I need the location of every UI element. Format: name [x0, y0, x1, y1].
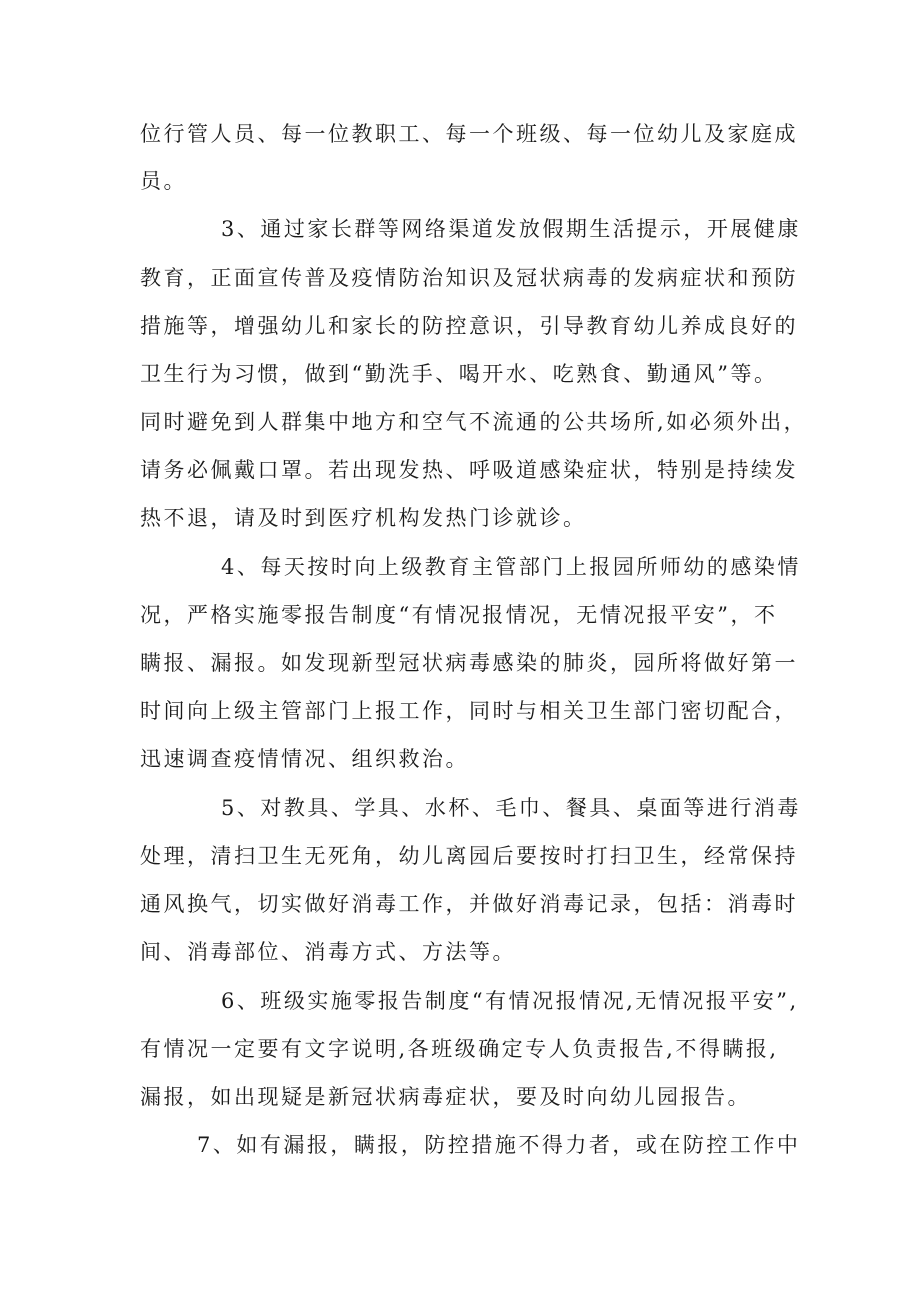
paragraph-first-line: 7、如有漏报，瞒报，防控措施不得力者，或在防控工作中: [197, 1133, 801, 1157]
paragraph-first-line: 4、每天按时向上级教育主管部门上报园所师幼的感染情: [221, 555, 801, 579]
text-line: 有情况一定要有文字说明,各班级确定专人负责报告,不得瞒报,: [140, 1037, 779, 1061]
text-line: 时间向上级主管部门上报工作，同时与相关卫生部门密切配合，: [140, 699, 798, 723]
text-line: 间、消毒部位、消毒方式、方法等。: [140, 940, 516, 964]
text-line: 位行管人员、每一位教职工、每一个班级、每一位幼儿及家庭成: [140, 122, 798, 146]
paragraph-first-line: 3、通过家长群等网络渠道发放假期生活提示，开展健康: [221, 217, 801, 241]
text-line: 热不退，请及时到医疗机构发热门诊就诊。: [140, 506, 587, 530]
text-line: 员。: [140, 169, 187, 193]
text-line: 况，严格实施零报告制度“有情况报情况，无情况报平安”，不: [140, 603, 778, 627]
text-line: 同时避免到人群集中地方和空气不流通的公共场所,如必须外出，: [140, 410, 808, 434]
text-line: 通风换气，切实做好消毒工作，并做好消毒记录，包括：消毒时: [140, 892, 798, 916]
paragraph-first-line: 5、对教具、学具、水杯、毛巾、餐具、桌面等进行消毒: [221, 796, 801, 820]
text-line: 卫生行为习惯，做到“勤洗手、喝开水、吃熟食、勤通风”等。: [140, 362, 778, 386]
text-line: 漏报，如出现疑是新冠状病毒症状，要及时向幼儿园报告。: [140, 1085, 751, 1109]
text-line: 措施等，增强幼儿和家长的防控意识，引导教育幼儿养成良好的: [140, 314, 798, 338]
text-line: 处理，清扫卫生无死角，幼儿离园后要按时打扫卫生，经常保持: [140, 844, 798, 868]
text-line: 瞒报、漏报。如发现新型冠状病毒感染的肺炎，园所将做好第一: [140, 651, 798, 675]
paragraph-first-line: 6、班级实施零报告制度“有情况报情况,无情况报平安”,: [221, 989, 799, 1013]
text-line: 请务必佩戴口罩。若出现发热、呼吸道感染症状，特别是持续发: [140, 458, 798, 482]
text-line: 教育，正面宣传普及疫情防治知识及冠状病毒的发病症状和预防: [140, 266, 798, 290]
text-line: 迅速调查疫情情况、组织救治。: [140, 747, 469, 771]
